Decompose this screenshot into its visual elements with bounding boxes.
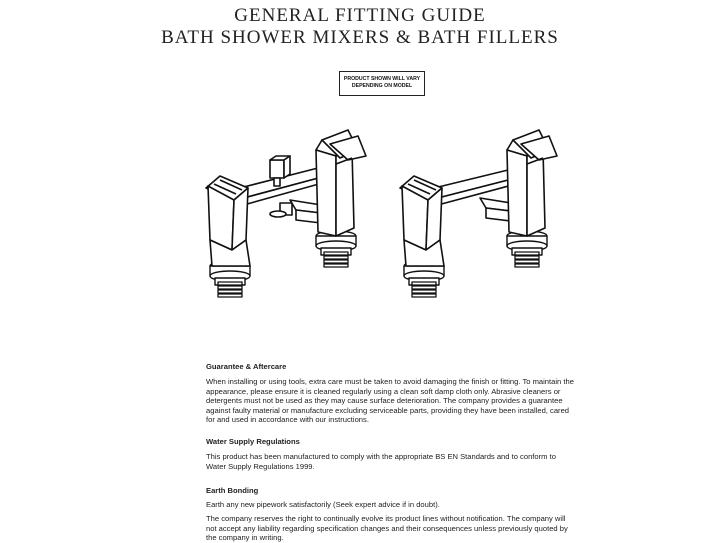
bath-shower-mixer-drawing — [206, 130, 366, 297]
water-supply-section — [206, 437, 576, 447]
company-disclaimer-wrap — [206, 514, 576, 543]
page-title-line-1: GENERAL FITTING GUIDE — [234, 5, 486, 26]
water-supply-body-wrap — [206, 452, 576, 471]
bath-filler-drawing — [400, 130, 557, 297]
earth-bonding-body-wrap — [206, 500, 576, 510]
earth-bonding-section — [206, 486, 576, 496]
water-supply-body: This product has been manufactured to comply with the appropriate BS EN Standards and to conform to Water Supply Regulations 1999. — [206, 452, 556, 471]
earth-bonding-body: Earth any new pipework satisfactorily (Seek expert advice if in doubt). — [206, 500, 440, 509]
guarantee-body: When installing or using tools, extra care must be taken to avoid damaging the finish or fitting. To maintain the appearance, please ensure it is cleaned regularly using a clean soft damp cloth only. Abrasive cleaners or detergents must not be used as they may cause surface deterioration. The company provides a guarantee against faulty material or manufacture excluding serviceable parts, providing they have been installed, cared for and used in accordance with our instructions. — [206, 377, 574, 425]
company-disclaimer: The company reserves the right to continually evolve its product lines without notification. The company will not accept any liability regarding specification changes and their consequences unless previously quoted by the company in writing. — [206, 514, 568, 543]
notice-line-1: PRODUCT SHOWN WILL VARY — [343, 76, 421, 82]
guarantee-body-wrap — [206, 377, 576, 425]
notice-line-2: DEPENDING ON MODEL — [351, 83, 413, 89]
earth-bonding-heading: Earth Bonding — [206, 486, 259, 495]
guarantee-heading: Guarantee & Aftercare — [206, 362, 287, 371]
water-supply-heading: Water Supply Regulations — [206, 437, 300, 446]
guarantee-section — [206, 362, 576, 372]
page-title-line-2: BATH SHOWER MIXERS & BATH FILLERS — [161, 27, 559, 48]
